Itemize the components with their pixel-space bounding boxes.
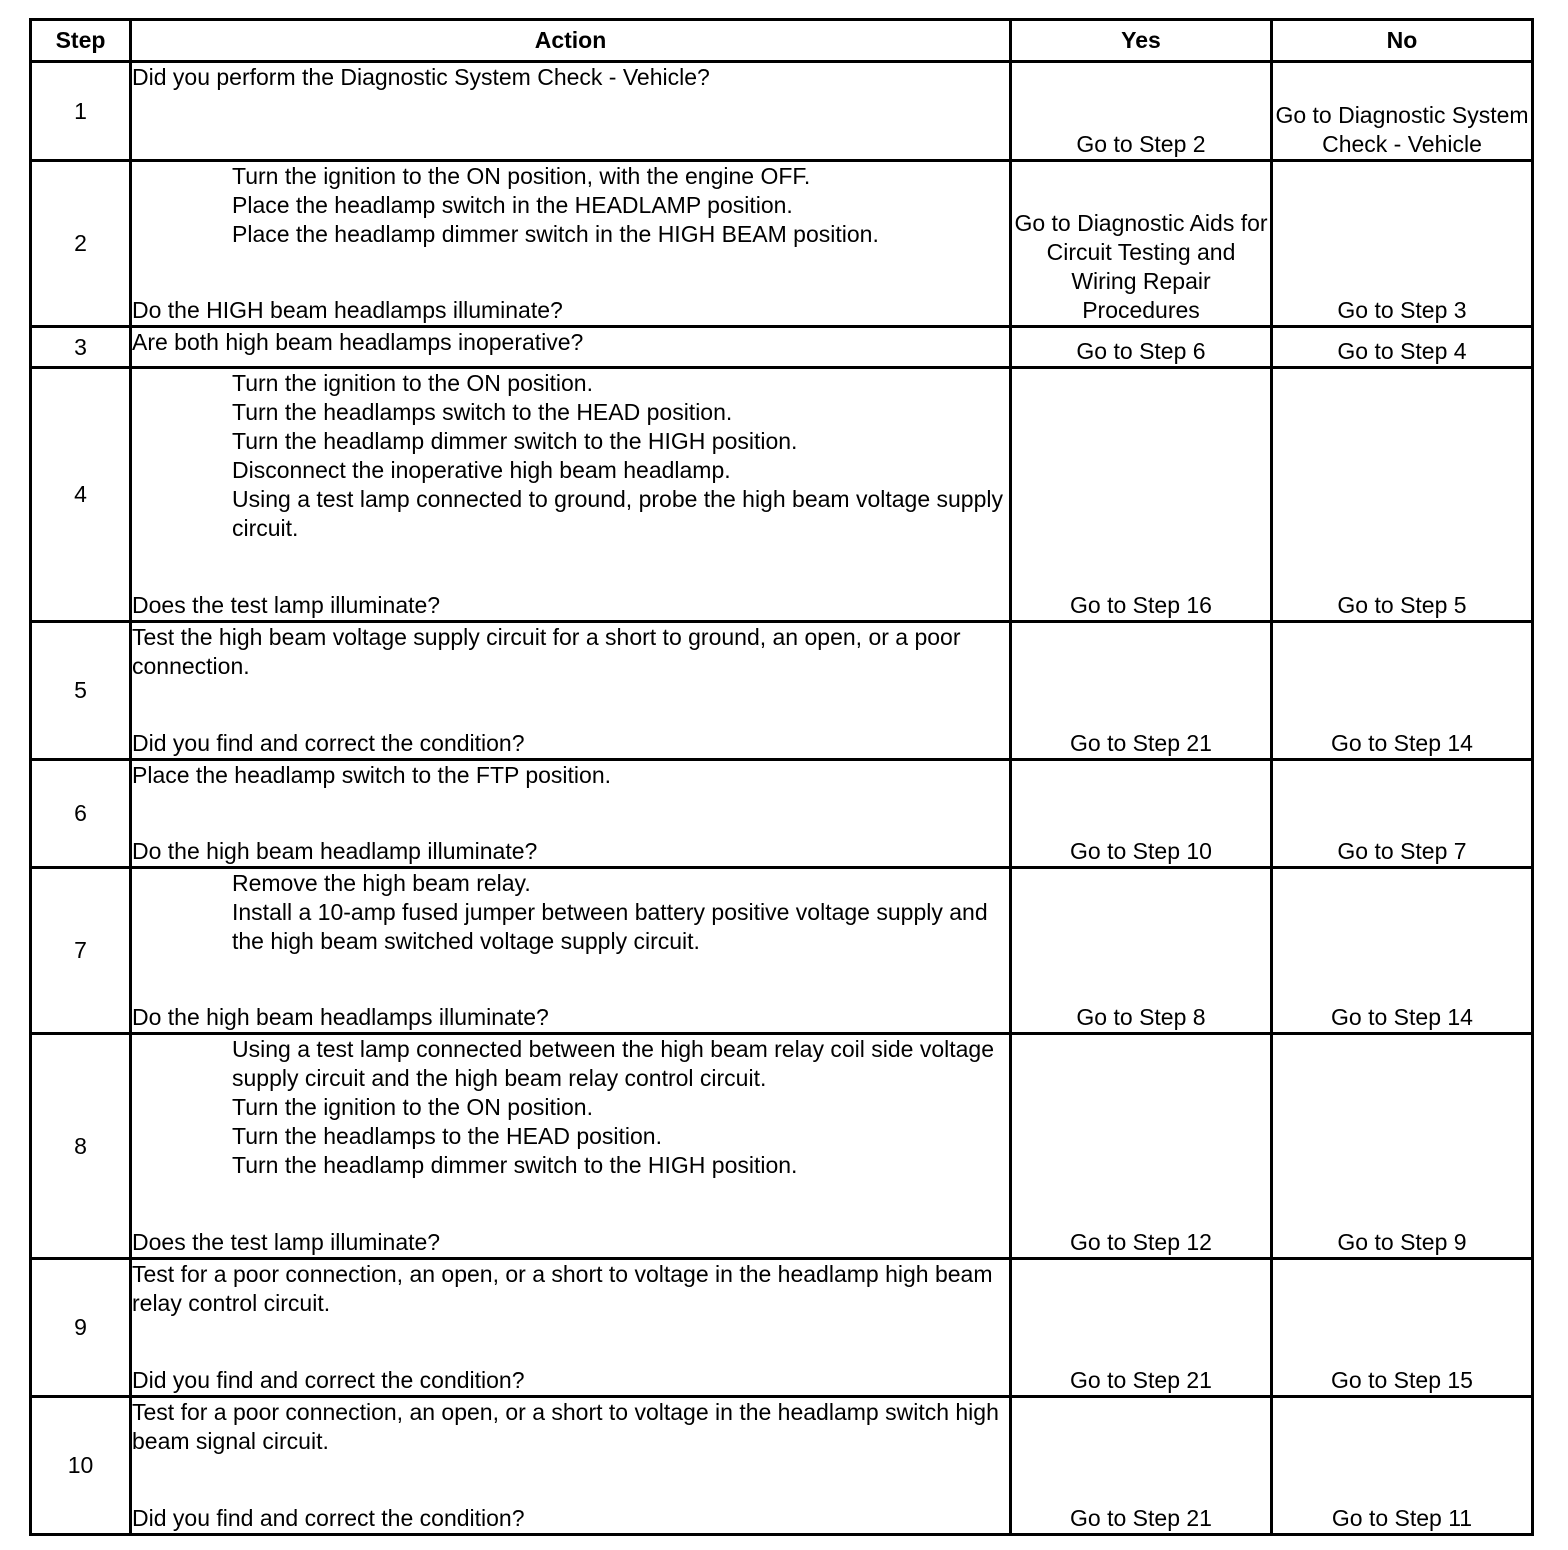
action-line: Disconnect the inoperative high beam headlamp. — [232, 457, 731, 483]
no-result: Go to Step 7 — [1272, 760, 1533, 868]
yes-result: Go to Step 16 — [1011, 368, 1272, 622]
yes-result: Go to Diagnostic Aids for Circuit Testing and Wiring Repair Procedures — [1011, 161, 1272, 327]
header-yes: Yes — [1011, 20, 1272, 62]
no-result: Go to Step 11 — [1272, 1397, 1533, 1535]
action-question: Do the HIGH beam headlamps illuminate? — [132, 297, 563, 323]
action-line: Turn the headlamps to the HEAD position. — [232, 1123, 662, 1149]
header-no: No — [1272, 20, 1533, 62]
table-row — [31, 868, 1533, 1034]
action-question: Does the test lamp illuminate? — [132, 1229, 441, 1255]
step-number: 4 — [31, 368, 131, 622]
no-result: Go to Step 14 — [1272, 622, 1533, 760]
action-cell — [131, 1397, 1011, 1535]
yes-result: Go to Step 21 — [1011, 622, 1272, 760]
no-result: Go to Step 5 — [1272, 368, 1533, 622]
yes-result: Go to Step 12 — [1011, 1034, 1272, 1259]
action-question: Do the high beam headlamp illuminate? — [132, 838, 538, 864]
table-row — [31, 368, 1533, 622]
action-cell — [131, 868, 1011, 1034]
action-line: Remove the high beam relay. — [232, 870, 531, 896]
no-result: Go to Step 4 — [1272, 327, 1533, 368]
header-step: Step — [31, 20, 131, 62]
action-line: Turn the headlamps switch to the HEAD position. — [232, 399, 733, 425]
action-cell — [131, 622, 1011, 760]
action-question: Do the high beam headlamps illuminate? — [132, 1004, 549, 1030]
table-row — [31, 161, 1533, 327]
action-question: Did you find and correct the condition? — [132, 1367, 525, 1393]
action-line: Turn the ignition to the ON position. — [232, 1094, 593, 1120]
step-number: 7 — [31, 868, 131, 1034]
action-cell — [131, 760, 1011, 868]
yes-result: Go to Step 10 — [1011, 760, 1272, 868]
action-line: Using a test lamp connected to ground, probe the high beam voltage supply circuit. — [232, 486, 1003, 541]
action-line: Did you perform the Diagnostic System Check - Vehicle? — [132, 64, 710, 90]
action-line: Turn the ignition to the ON position. — [232, 370, 593, 396]
diagnostic-table — [29, 18, 1534, 1536]
action-line: Place the headlamp dimmer switch in the HIGH BEAM position. — [232, 221, 879, 247]
action-line: Are both high beam headlamps inoperative? — [132, 329, 584, 355]
action-line: Place the headlamp switch to the FTP position. — [132, 762, 612, 788]
step-number: 5 — [31, 622, 131, 760]
action-question: Does the test lamp illuminate? — [132, 592, 441, 618]
table-row — [31, 622, 1533, 760]
action-line: Turn the ignition to the ON position, with the engine OFF. — [232, 163, 811, 189]
table-row — [31, 327, 1533, 368]
action-cell — [131, 62, 1011, 161]
no-result: Go to Diagnostic System Check - Vehicle — [1272, 62, 1533, 161]
step-number: 2 — [31, 161, 131, 327]
step-number: 8 — [31, 1034, 131, 1259]
action-line: Using a test lamp connected between the high beam relay coil side voltage supply circuit and the high beam relay control circuit. — [232, 1036, 995, 1091]
step-number: 3 — [31, 327, 131, 368]
no-result: Go to Step 3 — [1272, 161, 1533, 327]
step-number: 10 — [31, 1397, 131, 1535]
table-row — [31, 1397, 1533, 1535]
action-question: Did you find and correct the condition? — [132, 1505, 525, 1531]
action-cell — [131, 161, 1011, 327]
action-line: Install a 10-amp fused jumper between battery positive voltage supply and the high beam switched voltage supply circuit. — [232, 899, 988, 954]
action-cell — [131, 1034, 1011, 1259]
action-cell — [131, 327, 1011, 368]
step-number: 6 — [31, 760, 131, 868]
action-line: Turn the headlamp dimmer switch to the HIGH position. — [232, 428, 798, 454]
action-line: Test the high beam voltage supply circuit for a short to ground, an open, or a poor connection. — [132, 624, 961, 679]
step-number: 9 — [31, 1259, 131, 1397]
action-line: Test for a poor connection, an open, or a short to voltage in the headlamp switch high beam signal circuit. — [132, 1399, 999, 1454]
yes-result: Go to Step 21 — [1011, 1397, 1272, 1535]
yes-result: Go to Step 2 — [1011, 62, 1272, 161]
action-question: Did you find and correct the condition? — [132, 730, 525, 756]
table-row — [31, 62, 1533, 161]
action-cell — [131, 368, 1011, 622]
table-row — [31, 760, 1533, 868]
no-result: Go to Step 15 — [1272, 1259, 1533, 1397]
action-line: Test for a poor connection, an open, or a short to voltage in the headlamp high beam relay control circuit. — [132, 1261, 993, 1316]
yes-result: Go to Step 21 — [1011, 1259, 1272, 1397]
step-number: 1 — [31, 62, 131, 161]
header-action: Action — [131, 20, 1011, 62]
no-result: Go to Step 9 — [1272, 1034, 1533, 1259]
table-row — [31, 1034, 1533, 1259]
yes-result: Go to Step 6 — [1011, 327, 1272, 368]
action-line: Place the headlamp switch in the HEADLAMP position. — [232, 192, 793, 218]
table-row — [31, 1259, 1533, 1397]
action-line: Turn the headlamp dimmer switch to the HIGH position. — [232, 1152, 798, 1178]
yes-result: Go to Step 8 — [1011, 868, 1272, 1034]
action-cell — [131, 1259, 1011, 1397]
no-result: Go to Step 14 — [1272, 868, 1533, 1034]
header-row — [31, 20, 1533, 62]
